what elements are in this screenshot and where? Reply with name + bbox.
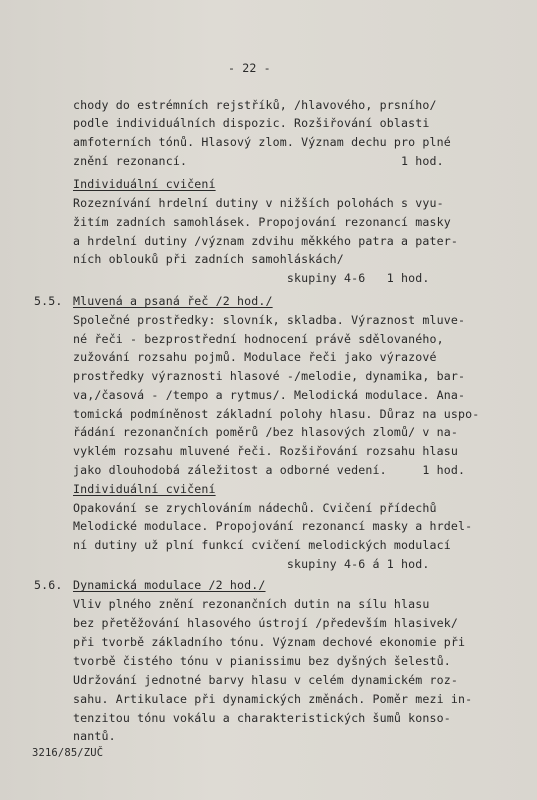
section-title: Dynamická modulace /2 hod./ bbox=[73, 578, 266, 592]
text-line: amfoterních tónů. Hlasový zlom. Význam dechu pro plné bbox=[73, 135, 451, 149]
text-line: zužování rozsahu pojmů. Modulace řeči jako výrazové bbox=[73, 350, 437, 364]
text-line: tomická podmíněnost základní polohy hlasu. Důraz na uspo- bbox=[73, 407, 480, 421]
section-number: 5.5. bbox=[34, 294, 63, 308]
text-line: Společné prostředky: slovník, skladba. Výraznost mluve- bbox=[73, 313, 466, 327]
text-line: Melodické modulace. Propojování rezonancí masky a hrdel- bbox=[73, 519, 473, 533]
text-line: va,/časová - /tempo a rytmus/. Melodická modulace. Ana- bbox=[73, 388, 466, 402]
text-line: při tvorbě základního tónu. Význam dechové ekonomie při bbox=[73, 635, 466, 649]
text-line: žitím zadních samohlásek. Propojování rezonancí masky bbox=[73, 215, 451, 229]
text-line: Udržování jednotné barvy hlasu v celém dynamickém roz- bbox=[73, 673, 459, 687]
text-line: nantů. bbox=[73, 729, 116, 743]
text-line: bez přetěžování hlasového ústrojí /především hlasivek/ bbox=[73, 616, 459, 630]
text-line: skupiny 4-6 1 hod. bbox=[73, 271, 430, 285]
text-line: znění rezonancí. 1 hod. bbox=[73, 154, 444, 168]
text-line: prostředky výraznosti hlasové -/melodie, dynamika, bar- bbox=[73, 369, 466, 383]
text-line: řádání rezonančních poměrů /bez hlasových zlomů/ v na- bbox=[73, 425, 459, 439]
section-heading: Individuální cvičení bbox=[73, 482, 216, 496]
text-line: chody do estrémních rejstříků, /hlavového, prsního/ bbox=[73, 98, 437, 112]
page-number: - 22 - bbox=[228, 61, 271, 75]
footer-code: 3216/85/ZUČ bbox=[32, 747, 104, 759]
text-line: jako dlouhodobá záležitost a odborné vedení. 1 hod. bbox=[73, 463, 466, 477]
text-line: skupiny 4-6 á 1 hod. bbox=[73, 557, 430, 571]
text-line: podle individuálních dispozic. Rozšiřování oblasti bbox=[73, 116, 430, 130]
text-line: tvorbě čistého tónu v pianissimu bez dyšných šelestů. bbox=[73, 654, 451, 668]
section-number: 5.6. bbox=[34, 578, 63, 592]
text-line: a hrdelní dutiny /význam zdvihu měkkého patra a pater- bbox=[73, 234, 459, 248]
text-line: Vliv plného znění rezonančních dutin na sílu hlasu bbox=[73, 597, 430, 611]
section-title: Mluvená a psaná řeč /2 hod./ bbox=[73, 294, 273, 308]
text-line: sahu. Artikulace při dynamických změnách. Poměr mezi in- bbox=[73, 692, 473, 706]
text-line: ní dutiny už plní funkcí cvičení melodických modulací bbox=[73, 538, 451, 552]
text-line: Opakování se zrychlováním nádechů. Cvičení přídechů bbox=[73, 501, 437, 515]
text-line: Rozeznívání hrdelní dutiny v nižších polohách s vyu- bbox=[73, 196, 444, 210]
text-line: né řeči - bezprostřední hodnocení právě sdělovaného, bbox=[73, 332, 444, 346]
text-line: ních oblouků při zadních samohláskách/ bbox=[73, 252, 344, 266]
section-heading: Individuální cvičení bbox=[73, 177, 216, 191]
text-line: tenzitou tónu vokálu a charakteristických šumů konso- bbox=[73, 711, 451, 725]
text-line: vyklém rozsahu mluvené řeči. Rozšiřování rozsahu hlasu bbox=[73, 444, 459, 458]
